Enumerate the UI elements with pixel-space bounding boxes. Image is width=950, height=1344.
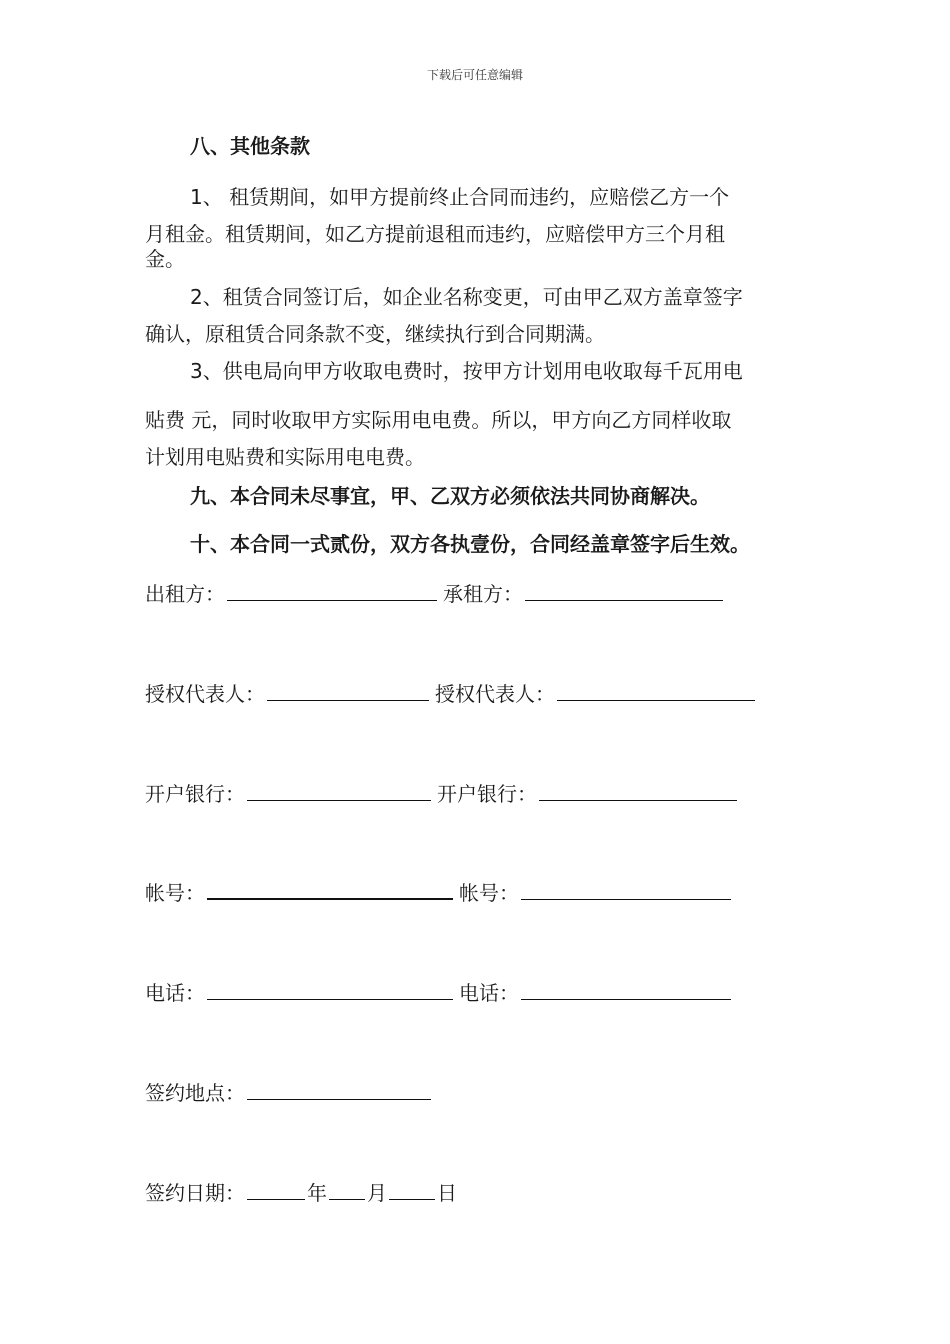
- year-label: 年: [307, 1181, 327, 1205]
- day-label: 日: [437, 1181, 457, 1205]
- day-blank[interactable]: [389, 1198, 435, 1200]
- phone-2-label: 电话：: [459, 981, 519, 1005]
- place-label: 签约地点：: [145, 1081, 245, 1105]
- section-8-title: 八、其他条款: [190, 134, 310, 158]
- place-blank[interactable]: [247, 1098, 431, 1100]
- lessee-blank[interactable]: [525, 599, 723, 601]
- bank-row: [145, 778, 743, 807]
- phone-1-label: 电话：: [145, 981, 205, 1005]
- phone-2-blank[interactable]: [521, 998, 731, 1000]
- bank-1-label: 开户银行：: [145, 782, 245, 806]
- representative-row: [145, 678, 761, 707]
- rep-1-label: 授权代表人：: [145, 682, 265, 706]
- date-row: [145, 1177, 457, 1206]
- section-9: 九、本合同未尽事宜，甲、乙双方必须依法共同协商解决。: [190, 484, 710, 508]
- bank-1-blank[interactable]: [247, 799, 431, 801]
- clause-2-line-2: 确认，原租赁合同条款不变，继续执行到合同期满。: [145, 322, 605, 346]
- rep-2-blank[interactable]: [557, 699, 755, 701]
- clause-2-line-1: 2、租赁合同签订后，如企业名称变更，可由甲乙双方盖章签字: [190, 285, 743, 309]
- account-1-blank[interactable]: [207, 897, 453, 900]
- account-2-blank[interactable]: [521, 898, 731, 900]
- account-row: [145, 877, 737, 906]
- bank-2-label: 开户银行：: [437, 782, 537, 806]
- account-2-label: 帐号：: [459, 881, 519, 905]
- bank-2-blank[interactable]: [539, 799, 737, 801]
- month-blank[interactable]: [329, 1198, 365, 1200]
- rep-1-blank[interactable]: [267, 699, 429, 701]
- clause-1-line-1: 1、 租赁期间，如甲方提前终止合同而违约，应赔偿乙方一个: [190, 185, 730, 209]
- clause-1-line-2: 月租金。租赁期间，如乙方提前退租而违约，应赔偿甲方三个月租: [145, 222, 725, 246]
- year-blank[interactable]: [247, 1198, 305, 1200]
- clause-1-line-3: 金。: [145, 247, 185, 271]
- rep-2-label: 授权代表人：: [435, 682, 555, 706]
- phone-row: [145, 977, 737, 1006]
- page-header: 下载后可任意编辑: [426, 68, 523, 82]
- section-10: 十、本合同一式贰份，双方各执壹份，合同经盖章签字后生效。: [190, 532, 750, 556]
- clause-3-line-2: 贴费 元，同时收取甲方实际用电电费。所以，甲方向乙方同样收取: [145, 408, 732, 432]
- phone-1-blank[interactable]: [207, 998, 453, 1000]
- clause-3-line-3: 计划用电贴费和实际用电电费。: [145, 445, 425, 469]
- lessor-blank[interactable]: [227, 599, 437, 601]
- lessee-label: 承租方：: [443, 582, 523, 606]
- place-row: [145, 1077, 437, 1106]
- clause-3-line-1: 3、供电局向甲方收取电费时，按甲方计划用电收取每千瓦用电: [190, 359, 743, 383]
- lessor-row: [145, 578, 729, 607]
- lessor-label: 出租方：: [145, 582, 225, 606]
- account-1-label: 帐号：: [145, 881, 205, 905]
- month-label: 月: [367, 1181, 387, 1205]
- date-label: 签约日期：: [145, 1181, 245, 1205]
